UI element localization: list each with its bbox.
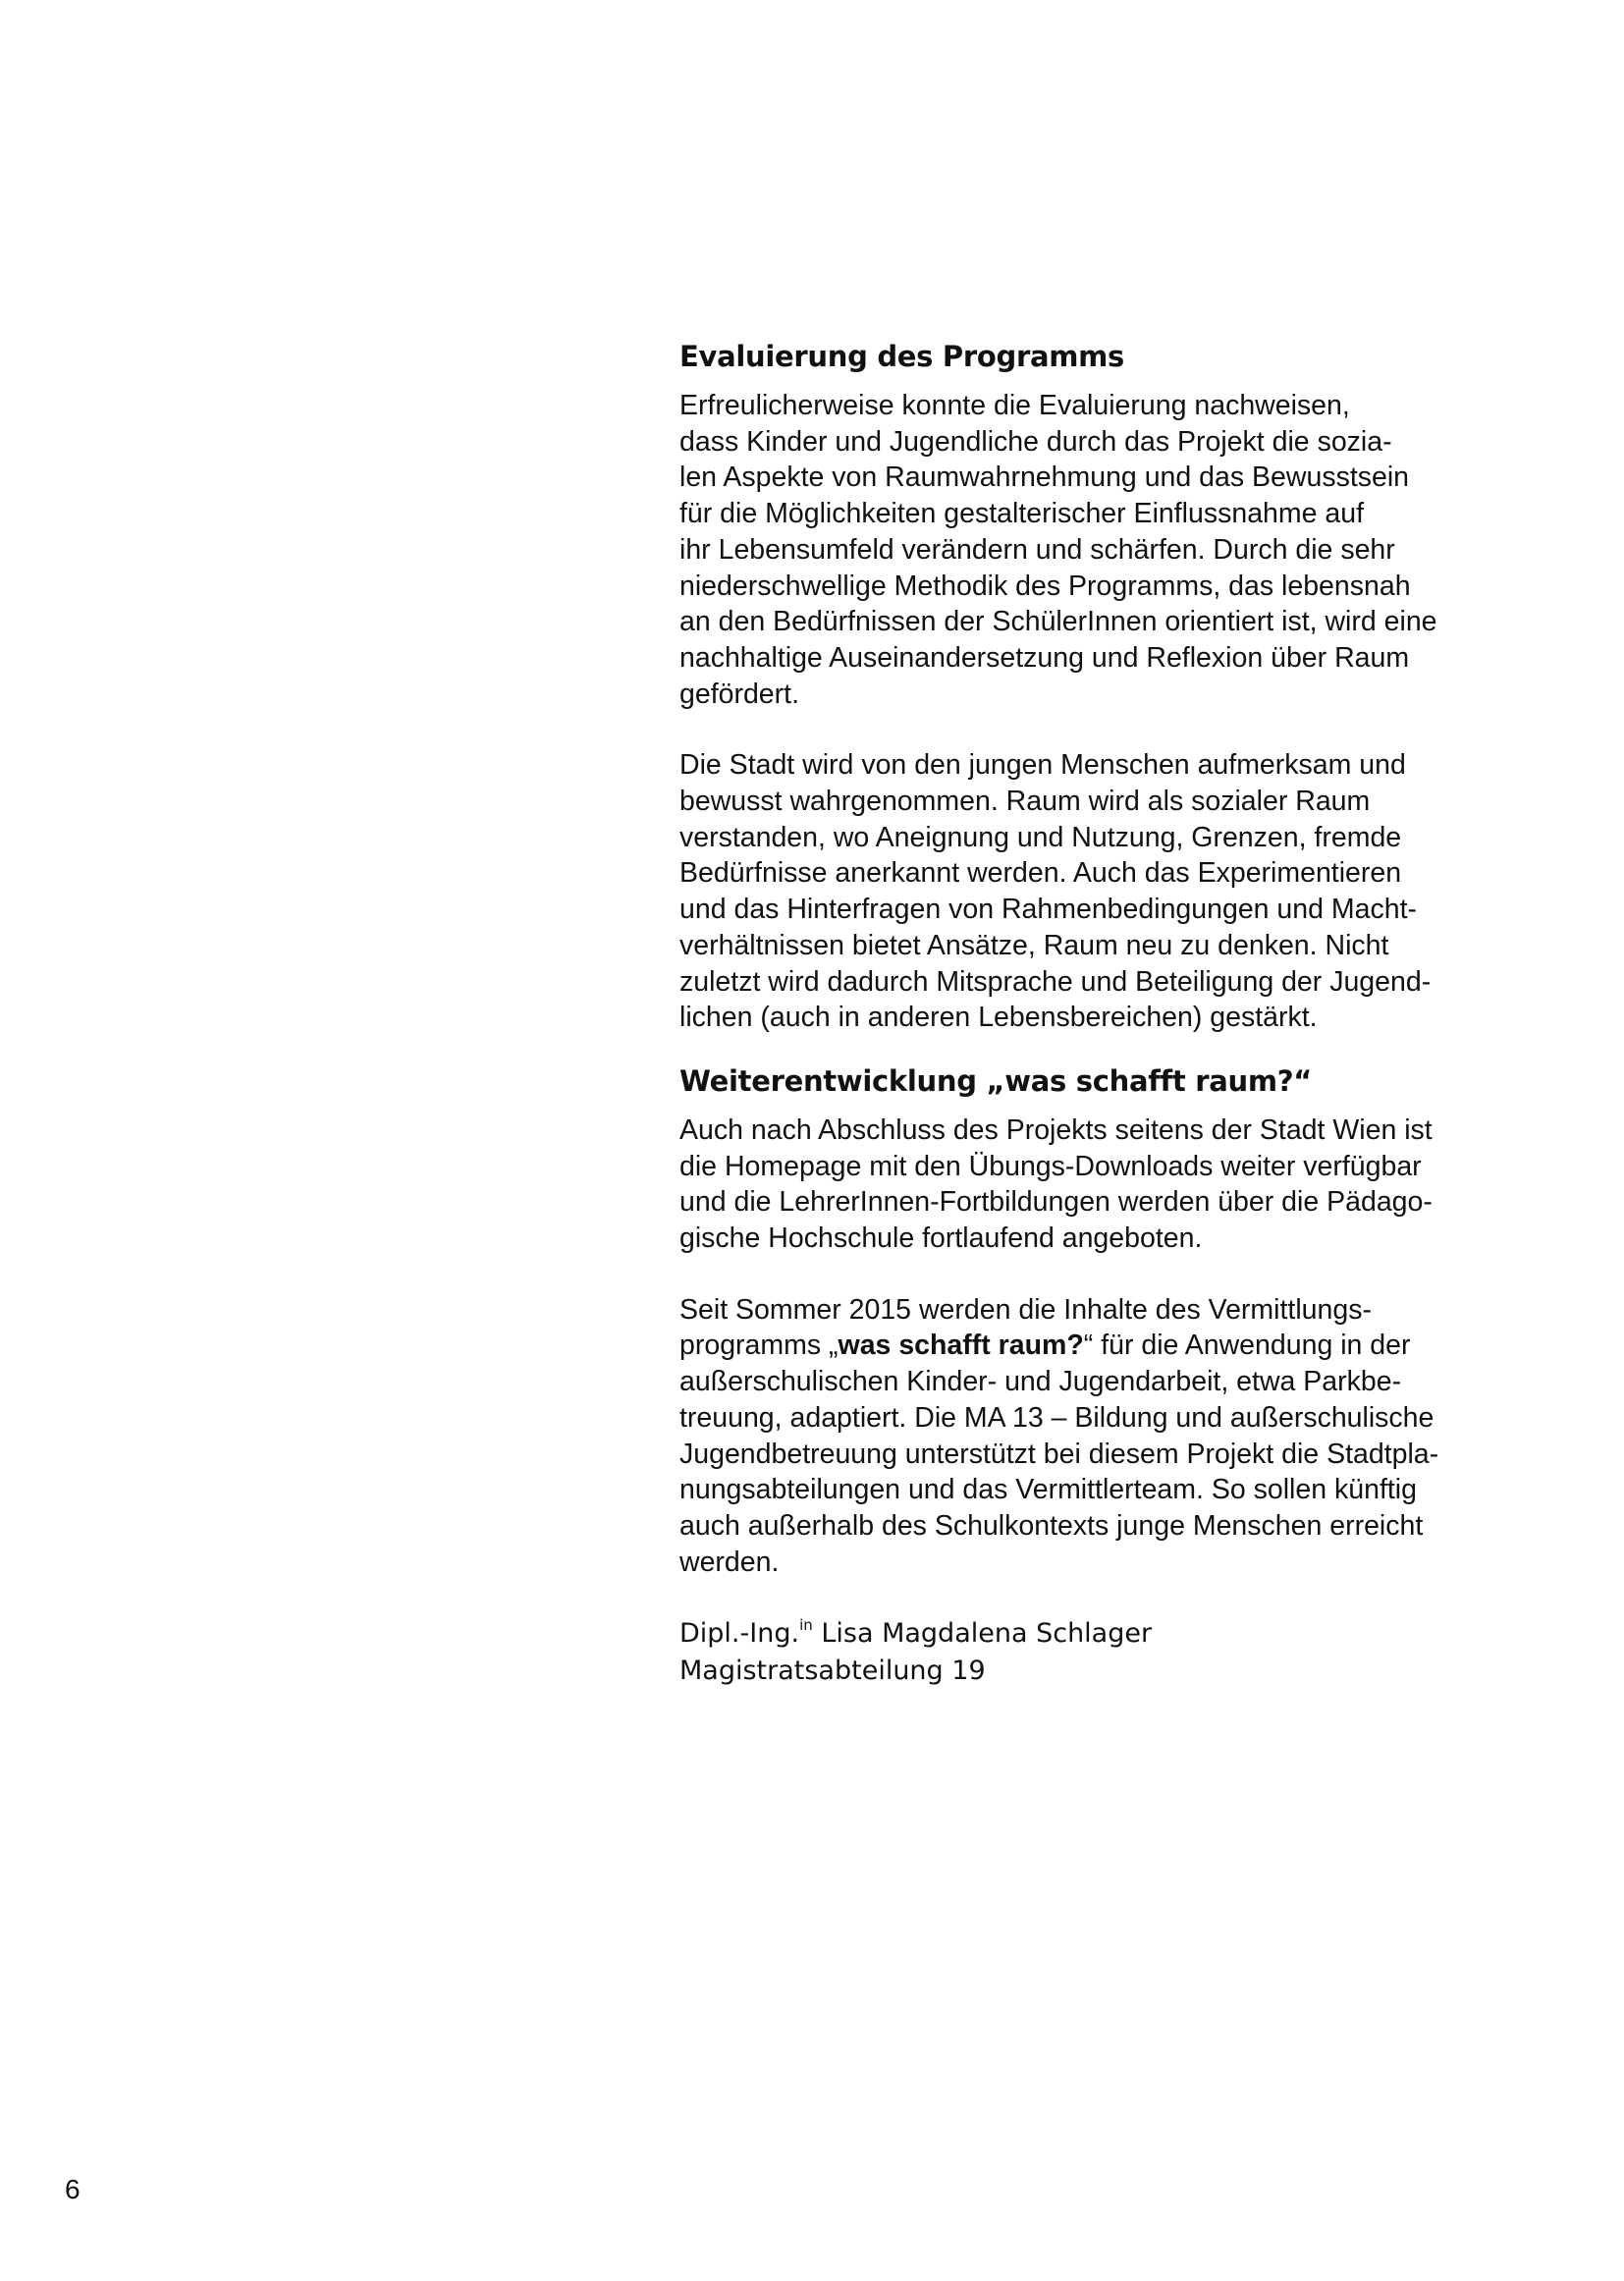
text-line: treuung, adaptiert. Die MA 13 – Bildung und außerschulische <box>679 1401 1435 1434</box>
text-fragment: programms „ <box>679 1330 839 1362</box>
text-line: niederschwellige Methodik des Programms, das lebensnah <box>679 570 1411 602</box>
author-fullname: Lisa Magdalena Schlager <box>812 1618 1153 1650</box>
text-line: außerschulischen Kinder- und Jugendarbeit, etwa Parkbe- <box>679 1366 1402 1398</box>
paragraph-spacer <box>679 712 1485 747</box>
text-line: len Aspekte von Raumwahrnehmung und das Bewusstsein <box>679 462 1410 494</box>
text-fragment: “ für die Anwendung in der <box>1083 1330 1411 1362</box>
author-signature <box>679 1615 1485 1690</box>
text-line: zuletzt wird dadurch Mitsprache und Beteiligung der Jugend- <box>679 965 1432 998</box>
article-column <box>679 337 1485 1690</box>
text-line: gische Hochschule fortlaufend angeboten. <box>679 1222 1203 1255</box>
text-line: ihr Lebensumfeld verändern und schärfen. Durch die sehr <box>679 533 1395 566</box>
author-name <box>679 1615 1485 1653</box>
heading-evaluation: Evaluierung des Programms <box>679 340 1125 373</box>
text-line: an den Bedürfnissen der SchülerInnen orientiert ist, wird eine <box>679 606 1437 638</box>
text-line: Jugendbetreuung unterstützt bei diesem Projekt die Stadtpla- <box>679 1438 1439 1470</box>
text-line-with-emphasis <box>679 1328 1485 1364</box>
text-line: nachhaltige Auseinandersetzung und Reflexion über Raum <box>679 641 1410 674</box>
text-line: die Homepage mit den Übungs-Downloads weiter verfügbar <box>679 1150 1422 1182</box>
text-line: nungsabteilungen und das Vermittlerteam. So sollen künftig <box>679 1474 1417 1506</box>
author-title: Dipl.-Ing. <box>679 1618 800 1650</box>
text-line: und das Hinterfragen von Rahmenbedingungen und Macht- <box>679 894 1418 926</box>
text-line: Die Stadt wird von den jungen Menschen aufmerksam und <box>679 749 1406 782</box>
text-line: Seit Sommer 2015 werden die Inhalte des Vermittlungs- <box>679 1293 1372 1326</box>
text-line: werden. <box>679 1546 780 1578</box>
program-name-emphasis: was schafft raum? <box>838 1330 1084 1362</box>
author-title-suffix: in <box>799 1616 813 1635</box>
paragraph-development-2 <box>679 1292 1485 1581</box>
text-line: verhältnissen bietet Ansätze, Raum neu zu denken. Nicht <box>679 929 1389 961</box>
text-line: Bedürfnisse anerkannt werden. Auch das Experimentieren <box>679 857 1402 890</box>
text-line: lichen (auch in anderen Lebensbereichen) gestärkt. <box>679 1002 1318 1034</box>
page-number: 6 <box>65 2174 81 2204</box>
text-line: und die LehrerInnen-Fortbildungen werden über die Pädago- <box>679 1186 1433 1219</box>
text-line: bewusst wahrgenommen. Raum wird als sozialer Raum <box>679 786 1371 818</box>
text-line: dass Kinder und Jugendliche durch das Projekt die sozia- <box>679 425 1392 458</box>
text-line: auch außerhalb des Schulkontexts junge Menschen erreicht <box>679 1509 1424 1542</box>
text-line: verstanden, wo Aneignung und Nutzung, Grenzen, fremde <box>679 821 1402 853</box>
paragraph-spacer <box>679 1257 1485 1292</box>
paragraph-development-1 <box>679 1113 1485 1257</box>
text-line: für die Möglichkeiten gestalterischer Einflussnahme auf <box>679 498 1365 530</box>
paragraph-evaluation-2 <box>679 747 1485 1036</box>
paragraph-evaluation-1 <box>679 388 1485 712</box>
author-department: Magistratsabteilung 19 <box>679 1656 986 1687</box>
text-line: Erfreulicherweise konnte die Evaluierung nachweisen, <box>679 390 1350 421</box>
heading-further-development: Weiterentwicklung „was schafft raum?“ <box>679 1063 1313 1098</box>
text-line: gefördert. <box>679 678 799 710</box>
section-spacer <box>679 1036 1485 1061</box>
text-line: Auch nach Abschluss des Projekts seitens der Stadt Wien ist <box>679 1113 1433 1146</box>
